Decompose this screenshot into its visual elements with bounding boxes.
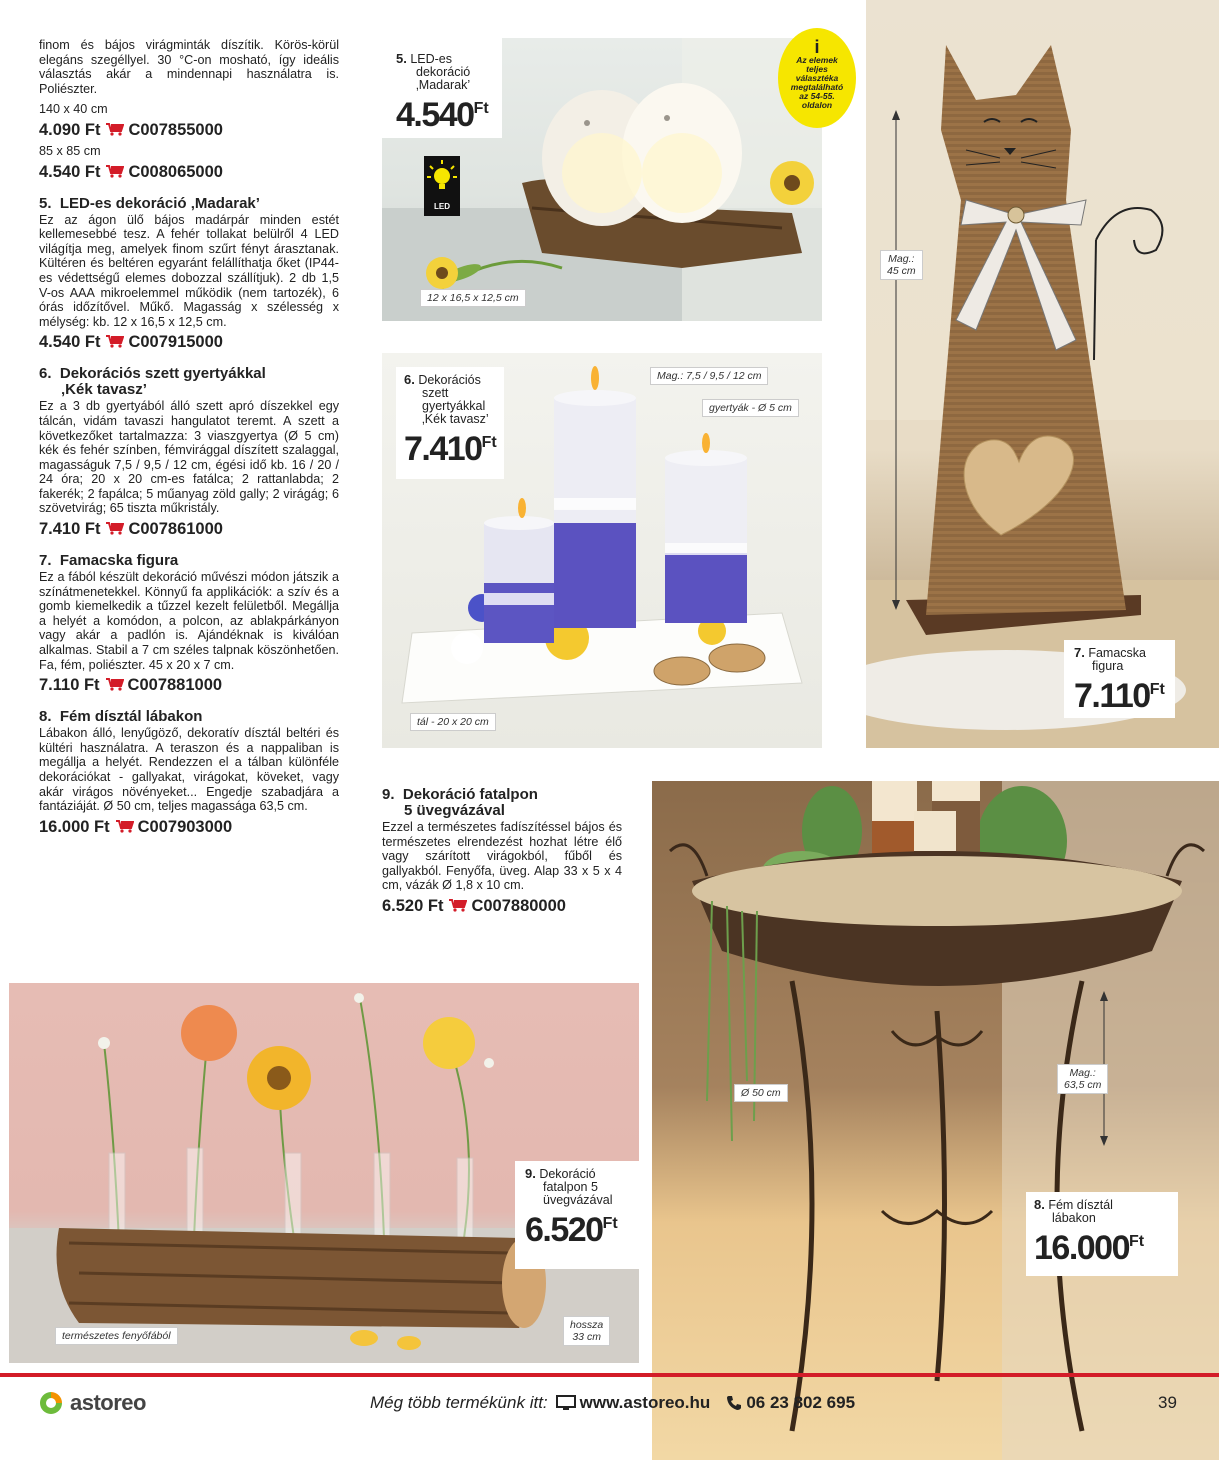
price: 6.520 Ft [382, 896, 444, 915]
info-icon: i [814, 37, 820, 57]
cart-icon[interactable] [116, 820, 134, 833]
label-line: ‚Kék tavasz’ [422, 412, 489, 426]
currency: Ft [1129, 1233, 1145, 1250]
price-value: 7.110 [1074, 677, 1150, 715]
badge-line: választéka [795, 73, 839, 83]
product-description: Ez a 3 db gyertyából álló szett apró díszekkel egy tálcán, vidám tavaszi hangulatot teremt. A szett a következőket tartalmazza: 3 viaszgyertya (Ø 5 cm) kék és fehér színben, fémvirággal díszített szalaggal, magasságuk 7,5 / 9,5 / 12 cm, égési idő kb. 16 / 20 / 24 óra; 20 x 20 cm-es fatálca; 2 rattanlabda; 2 fakerék; 2 fapálca; 5 műanyag zöld gally; 2 virágág; 6 szövetvirág; 65 tiszta műkristály. [39, 399, 339, 516]
product9-text [382, 787, 622, 920]
label-price [1074, 673, 1175, 713]
website-link[interactable]: www.astoreo.hu [579, 1393, 711, 1412]
product-code: C007903000 [137, 817, 233, 836]
price-row [39, 519, 339, 539]
product-heading [39, 366, 339, 398]
height-tag [880, 250, 923, 280]
phone-number[interactable]: 06 23 802 695 [746, 1393, 856, 1412]
product-description: Ez a fából készült dekoráció művészi módon játszik a színátmenetekkel. Könnyű fa applikációk: a szív és a gomb kiemelkedik a tűzzel kezelt felületből. Megállja a helyét a komódon, a polcon, az ablakpárkányon vagy akár a padlón is. Ajándéknak is kiválóan alkalmas. Stabil a 7 cm széles talpnak köszönhetően. Fa, fém, poliészter. 45 x 20 x 7 cm. [39, 570, 339, 672]
price-value: 4.540 [396, 96, 474, 134]
birds-price-label [382, 38, 502, 138]
height-label: Mag.: [1069, 1067, 1096, 1079]
phone-icon [726, 1395, 742, 1411]
currency: Ft [481, 434, 497, 451]
product-heading [382, 787, 622, 819]
currency: Ft [473, 100, 489, 117]
label-number: 6. [404, 372, 415, 387]
label-number: 5. [396, 51, 407, 66]
label-line: Dekoráció [539, 1167, 596, 1181]
candles-price-label [396, 367, 504, 479]
price: 4.540 Ft [39, 333, 101, 352]
monitor-icon [556, 1395, 576, 1411]
dimension-tag: 12 x 16,5 x 12,5 cm [420, 289, 526, 307]
product-title: Fém dísztál lábakon [59, 708, 203, 726]
height-tag: Mag.: 7,5 / 9,5 / 12 cm [650, 367, 768, 385]
price-row [39, 162, 339, 182]
cart-icon[interactable] [106, 678, 124, 691]
cart-icon[interactable] [106, 165, 124, 178]
product-title: LED-es dekoráció ‚Madarak’ [59, 194, 260, 212]
product-heading [39, 196, 339, 212]
tray-tag: tál - 20 x 20 cm [410, 713, 496, 731]
label-line: üvegvázával [543, 1193, 613, 1207]
label-price [1034, 1225, 1178, 1265]
label-number: 7. [1074, 645, 1085, 660]
footer-rule [0, 1373, 1219, 1377]
size-label: 85 x 85 cm [39, 143, 101, 158]
height-value: 63,5 cm [1064, 1079, 1102, 1091]
brand-logo [38, 1383, 146, 1423]
label-number: 8. [1034, 1197, 1045, 1212]
size-label: 140 x 40 cm [39, 102, 108, 117]
led-label: LED [434, 202, 450, 211]
cart-icon[interactable] [449, 899, 467, 912]
product-description: Ez az ágon ülő bájos madárpár minden estét kellemesebbé tesz. A fehér tollakat belülről 4 LED világítja meg, amelyek finom szűrt fényt árasztanak. Kültéren és beltéren egyaránt felállíthatja őket (IP44-es védettségű elemes dobozzal szállítjuk). 2 db 1,5 V-os AAA mikroelemmel működik (nem tartozék), 6 órás időzítővel. Műkő. Magasság x szélesség x mélység: kb. 12 x 16,5 x 12,5 cm. [39, 212, 339, 329]
badge-line: az 54-55. [799, 91, 835, 101]
more-products-text: Még több termékünk itt: [370, 1393, 548, 1412]
cat-price-label [1064, 640, 1175, 718]
price-row [382, 896, 622, 916]
price-row [39, 332, 339, 352]
label-price [396, 92, 502, 132]
product-title-line2: 5 üvegvázával [404, 802, 505, 819]
price: 16.000 Ft [39, 817, 110, 836]
cat-illustration [866, 0, 1219, 748]
label-price [404, 426, 504, 466]
info-badge [778, 28, 856, 128]
astoreo-logo-icon [38, 1390, 64, 1416]
diameter-tag: Ø 50 cm [734, 1084, 788, 1102]
badge-line: megtalálható [790, 82, 844, 92]
height-label: Mag.: [888, 253, 915, 265]
height-tag [1057, 1064, 1108, 1094]
price: 4.090 Ft [39, 120, 101, 139]
badge-line: teljes [806, 64, 828, 74]
label-line: Famacska [1088, 646, 1146, 660]
price-value: 7.410 [404, 430, 482, 468]
cart-icon[interactable] [106, 522, 124, 535]
material-tag: természetes fenyőfából [55, 1327, 178, 1345]
badge-line: Az elemek [796, 55, 838, 65]
price-row [39, 817, 339, 837]
label-line: lábakon [1052, 1211, 1096, 1225]
product-title: Famacska figura [59, 552, 179, 570]
led-badge [424, 156, 460, 216]
product-code: C007855000 [128, 120, 223, 139]
brand-name: astoreo [70, 1390, 146, 1415]
product-number: 6. [39, 365, 52, 383]
label-line: ‚Madarak’ [416, 78, 471, 92]
label-line: Dekorációs [418, 373, 481, 387]
label-line: szett [422, 386, 449, 400]
footer-contact [370, 1393, 855, 1413]
label-line: fatalpon 5 [543, 1180, 598, 1194]
price-value: 16.000 [1034, 1229, 1129, 1267]
product-title: Dekorációs szett gyertyákkal [59, 365, 266, 383]
product-code: C007880000 [471, 896, 566, 915]
label-line: LED-es [410, 52, 453, 66]
length-value: 33 cm [572, 1331, 601, 1343]
product-code: C008065000 [128, 162, 223, 181]
diameter-tag: gyertyák - Ø 5 cm [702, 399, 799, 417]
product-heading [39, 709, 339, 725]
cart-icon[interactable] [106, 335, 124, 348]
price-value: 6.520 [525, 1211, 603, 1249]
product-number: 8. [39, 708, 52, 726]
birds-photo [382, 38, 822, 321]
product-number: 9. [382, 786, 395, 803]
cat-photo [866, 0, 1219, 748]
bowl-price-label [1026, 1192, 1178, 1276]
label-line: dekoráció [416, 65, 471, 79]
product-code: C007881000 [127, 676, 223, 695]
label-line: Fém dísztál [1048, 1198, 1113, 1212]
product-number: 5. [39, 194, 52, 212]
intro-text: finom és bájos virágminták díszítik. Körös-körül elegáns szegéllyel. 30 °C-on mosható, így ideális választás akár a mindennapi használatra is. Poliészter. [39, 38, 339, 96]
currency: Ft [602, 1215, 618, 1232]
product-code: C007915000 [128, 333, 223, 352]
label-price [525, 1207, 639, 1247]
price-row [39, 120, 339, 140]
label-number: 9. [525, 1166, 536, 1181]
product-description: Ezzel a természetes fadíszítéssel bájos és természetes elrendezést hozhat létre élő vagy szárított virágokból, fűből és gallyakból. Fenyőfa, üveg. Alap 33 x 5 x 4 cm, vázák Ø 1,8 x 10 cm. [382, 820, 622, 893]
product-code: C007861000 [128, 520, 223, 539]
price: 7.410 Ft [39, 520, 101, 539]
product-title: Dekoráció fatalpon [402, 786, 538, 803]
price: 7.110 Ft [39, 676, 100, 695]
price-row [39, 675, 339, 695]
bottom-border [0, 1468, 1219, 1480]
badge-line: oldalon [801, 100, 833, 110]
bowl-photo [652, 781, 1219, 1460]
label-line: figura [1092, 659, 1124, 673]
length-tag [563, 1316, 610, 1346]
cart-icon[interactable] [106, 123, 124, 136]
currency: Ft [1149, 681, 1165, 698]
product-heading [39, 553, 339, 569]
price: 4.540 Ft [39, 162, 101, 181]
height-value: 45 cm [887, 265, 916, 277]
length-label: hossza [570, 1319, 604, 1331]
page-number: 39 [1158, 1393, 1177, 1412]
vases-price-label [515, 1161, 639, 1269]
product-text-column [39, 38, 339, 841]
product-number: 7. [39, 552, 52, 570]
bowl-illustration [652, 781, 1219, 1460]
candles-photo [382, 353, 822, 748]
product-title-line2: ‚Kék tavasz’ [61, 381, 147, 399]
vases-photo [9, 983, 639, 1363]
label-line: gyertyákkal [422, 399, 486, 413]
bulb-icon [424, 156, 460, 200]
product-description: Lábakon álló, lenyűgöző, dekoratív dísztál beltéri és kültéri használatra. A teraszon és a nappaliban is megállja a helyét. Rendezzen el a tálban különféle dekorációkat - gallyakat, virágokat, köveket, vagy akár virágos növényeket... Engedje szabadjára a fantáziáját. Ø 50 cm, teljes magassága 63,5 cm. [39, 726, 339, 814]
